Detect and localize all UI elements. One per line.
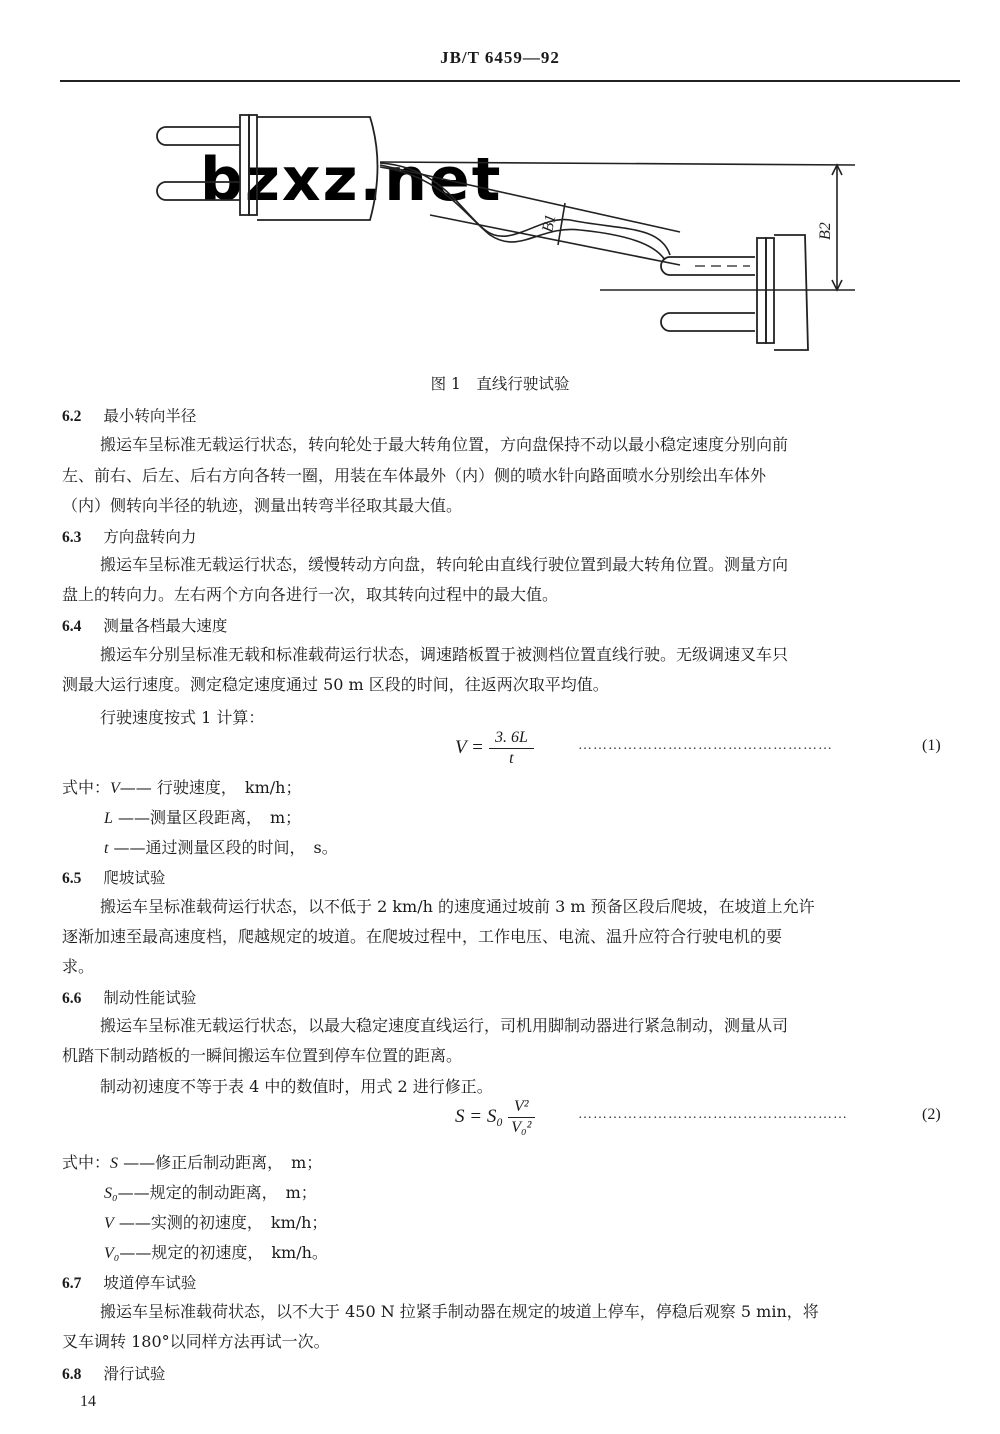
section-heading <box>62 525 196 547</box>
straight-driving-diagram <box>140 105 860 355</box>
variable-description: ——规定的制动距离， m； <box>117 1183 317 1202</box>
section-heading <box>62 1362 165 1384</box>
section-title: 爬坡试验 <box>103 869 166 887</box>
label-b1: B1 <box>539 212 560 234</box>
paragraph-line: 测最大运行速度。测定稳定速度通过 50 m 区段的时间，往返两次取平均值。 <box>62 675 609 694</box>
variable-symbol: V₀ <box>104 1245 120 1262</box>
paragraph-line: 左、前右、后左、后右方向各转一圈，用装在车体最外（内）侧的喷水针向路面喷水分别绘出车体外 <box>62 466 767 485</box>
paragraph-line: 搬运车呈标准无载运行状态，以最大稳定速度直线运行，司机用脚制动器进行紧急制动，测量从司 <box>100 1016 789 1035</box>
variable-symbol: t <box>104 840 109 857</box>
variable-symbol: V <box>104 1215 114 1232</box>
section-title: 制动性能试验 <box>103 989 197 1007</box>
paragraph-line: （内）侧转向半径的轨迹，测量出转弯半径取其最大值。 <box>62 496 463 515</box>
fraction-denominator: t <box>509 750 514 767</box>
label-b2: B2 <box>817 222 834 240</box>
section-title: 坡道停车试验 <box>103 1274 197 1292</box>
section-title: 滑行试验 <box>103 1365 166 1383</box>
variable-symbol: S <box>110 1155 119 1172</box>
paragraph-line: 机踏下制动踏板的一瞬间搬运车位置到停车位置的距离。 <box>62 1046 463 1065</box>
paragraph-line: 搬运车呈标准无载运行状态，转向轮处于最大转角位置，方向盘保持不动以最小稳定速度分别向前 <box>100 435 789 454</box>
variable-definition <box>104 1210 327 1233</box>
equation-fraction <box>489 728 534 769</box>
variable-definition <box>104 805 301 828</box>
leader-dots: …………………………………………… <box>578 738 833 753</box>
paragraph-line: 制动初速度不等于表 4 中的数值时，用式 2 进行修正。 <box>100 1077 493 1096</box>
where-prefix: 式中： <box>62 778 111 797</box>
section-title: 方向盘转向力 <box>103 528 197 546</box>
section-heading <box>62 614 227 636</box>
watermark: bzxz.net <box>200 145 503 215</box>
variable-description: ——规定的初速度， km/h。 <box>119 1243 328 1262</box>
section-heading <box>62 986 196 1008</box>
paragraph-line: 搬运车呈标准无载运行状态，缓慢转动方向盘，转向轮由直线行驶位置到最大转角位置。测量方向 <box>100 555 789 574</box>
paragraph-line: 搬运车呈标准载荷状态，以不大于 450 N 拉紧手制动器在规定的坡道上停车，停稳后观察 5 min，将 <box>100 1302 819 1321</box>
section-number: 6.5 <box>62 870 82 887</box>
variable-definition <box>62 1150 322 1173</box>
fraction-numerator: 3. 6L <box>489 728 534 749</box>
section-number: 6.3 <box>62 529 82 546</box>
equation-2 <box>455 1097 535 1138</box>
section-number: 6.6 <box>62 990 82 1007</box>
variable-definition <box>104 1240 328 1263</box>
fraction-denominator: V₀² <box>511 1119 532 1136</box>
variable-description: ——修正后制动距离， m； <box>118 1153 323 1172</box>
variable-description: ——实测的初速度， km/h； <box>113 1213 328 1232</box>
section-title: 测量各档最大速度 <box>103 617 228 635</box>
fraction-numerator: V² <box>508 1097 535 1118</box>
equation-number: (1) <box>922 737 941 754</box>
section-heading <box>62 404 196 426</box>
paragraph-line: 求。 <box>62 957 95 976</box>
lane-lines <box>380 162 855 290</box>
paragraph-line: 搬运车呈标准载荷运行状态，以不低于 2 km/h 的速度通过坡前 3 m 预备区段后爬坡，在坡道上允许 <box>100 897 815 916</box>
equation-fraction <box>508 1097 535 1138</box>
variable-definition <box>104 1180 317 1203</box>
equation-1 <box>455 728 534 769</box>
vehicle-end <box>661 235 808 350</box>
section-heading <box>62 866 165 888</box>
section-number: 6.2 <box>62 408 82 425</box>
equation-lhs: V = <box>455 737 484 758</box>
variable-symbol: V <box>110 780 120 797</box>
variable-description: ——通过测量区段的时间， s。 <box>108 838 338 857</box>
figure-caption: 图 1 直线行驶试验 <box>430 375 570 393</box>
section-heading <box>62 1271 196 1293</box>
paragraph-line: 盘上的转向力。左右两个方向各进行一次，取其转向过程中的最大值。 <box>62 585 559 604</box>
paragraph-line: 搬运车分别呈标准无载和标准载荷运行状态，调速踏板置于被测档位置直线行驶。无级调速叉车只 <box>100 645 789 664</box>
document-code: JB/T 6459—92 <box>440 48 560 67</box>
where-prefix: 式中： <box>62 1153 111 1172</box>
section-number: 6.7 <box>62 1275 82 1292</box>
section-number: 6.4 <box>62 618 82 635</box>
variable-symbol: S₀ <box>104 1185 118 1202</box>
variable-definition <box>104 835 338 858</box>
equation-number: (2) <box>922 1106 941 1123</box>
header-rule <box>60 80 960 82</box>
variable-description: ——测量区段距离， m； <box>112 808 302 827</box>
paragraph-line: 叉车调转 180°以同样方法再试一次。 <box>62 1332 330 1351</box>
variable-definition <box>62 775 301 798</box>
page-number: 14 <box>80 1393 96 1410</box>
variable-description: —— 行驶速度， km/h； <box>119 778 302 797</box>
paragraph-line: 行驶速度按式 1 计算： <box>100 708 265 727</box>
leader-dots: ……………………………………………… <box>578 1107 848 1122</box>
section-title: 最小转向半径 <box>103 407 197 425</box>
section-number: 6.8 <box>62 1366 82 1383</box>
paragraph-line: 逐渐加速至最高速度档，爬越规定的坡道。在爬坡过程中，工作电压、电流、温升应符合行驶电机的要 <box>62 927 783 946</box>
equation-lhs: S = S₀ <box>455 1106 503 1127</box>
variable-symbol: L <box>104 810 113 827</box>
